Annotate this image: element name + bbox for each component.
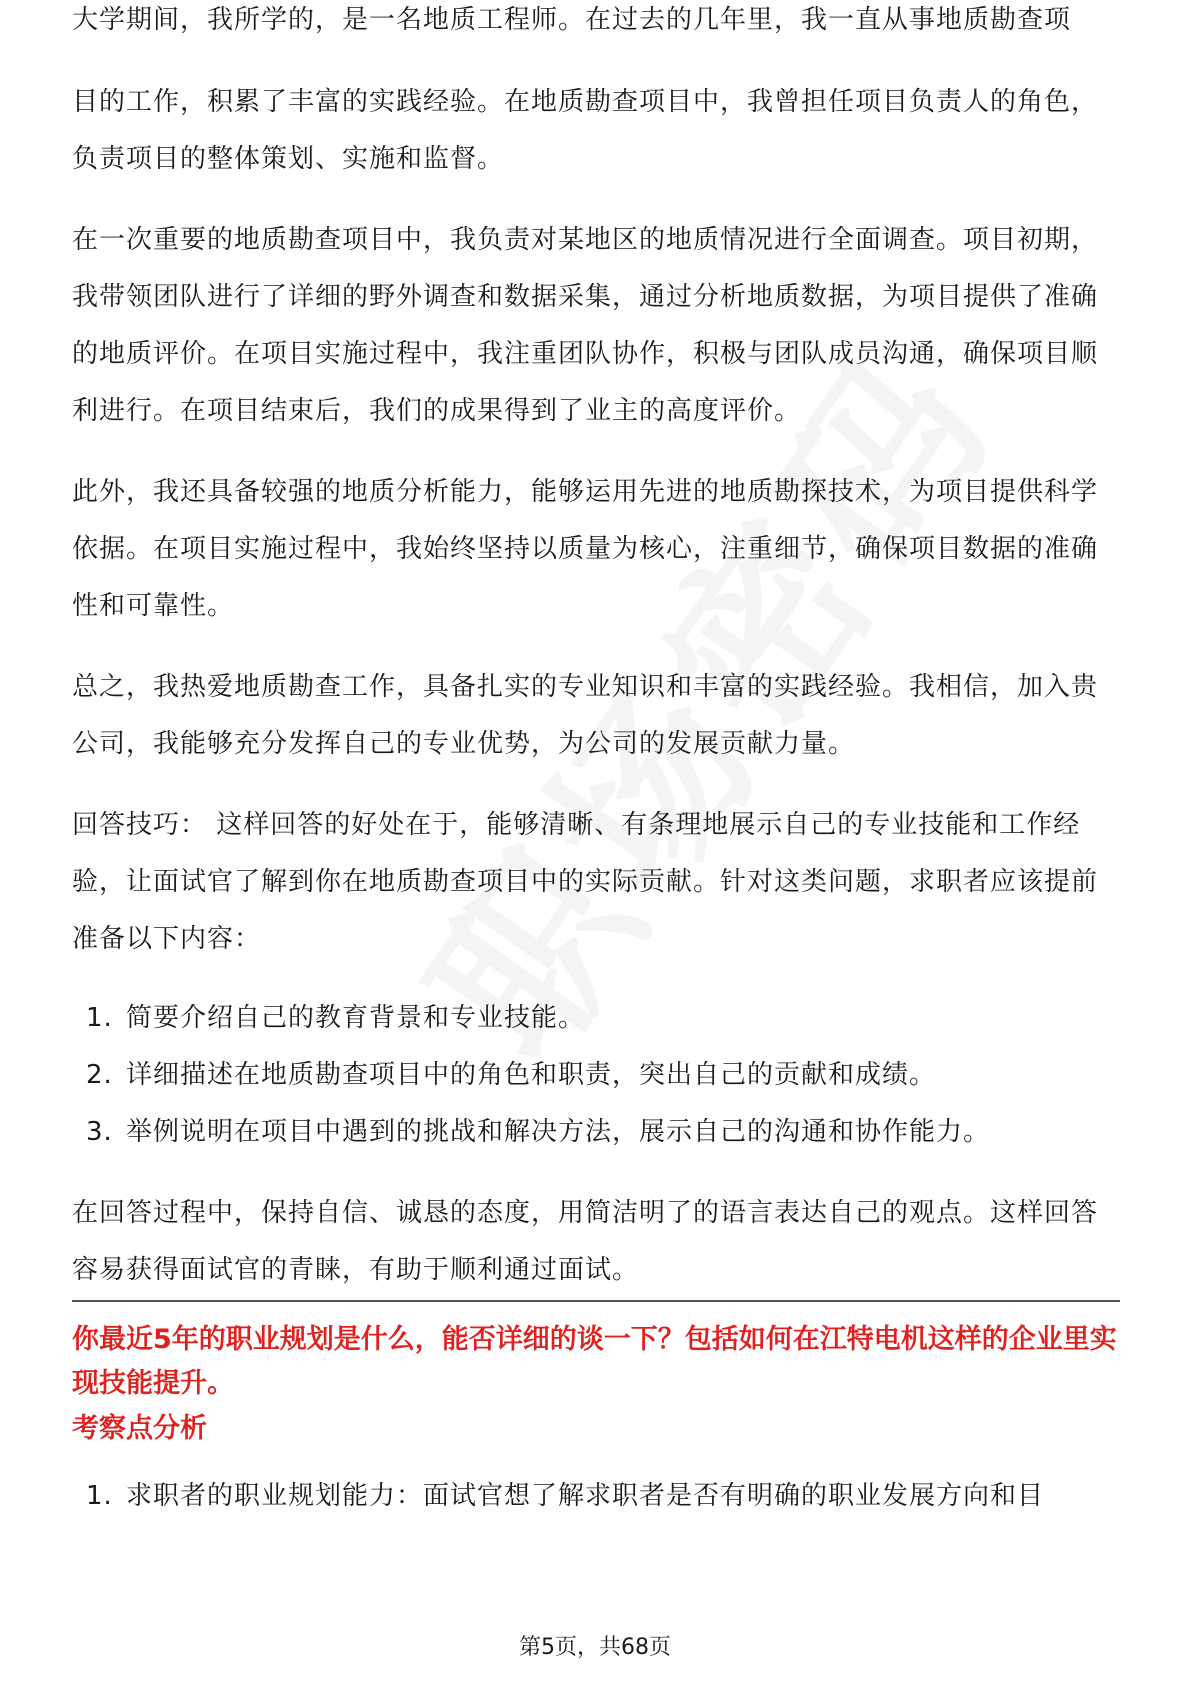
list-item [72, 1104, 1120, 1161]
analysis-list [72, 1468, 1120, 1525]
list-number: 1. [86, 1481, 113, 1511]
list-text: 举例说明在项目中遇到的挑战和解决方法，展示自己的沟通和协作能力。 [126, 1117, 991, 1147]
paragraph-2: 在一次重要的地质勘查项目中，我负责对某地区的地质情况进行全面调查。项目初期，我带领团队进行了详细的野外调查和数据采集，通过分析地质数据，为项目提供了准确的地质评价。在项目实施过程中，我注重团队协作，积极与团队成员沟通，确保项目顺利进行。在项目结束后，我们的成果得到了业主的高度评价。 [72, 225, 1099, 426]
list-text: 详细描述在地质勘查项目中的角色和职责，突出自己的贡献和成绩。 [126, 1060, 937, 1090]
list-number: 3. [86, 1117, 113, 1147]
paragraph-1: 目的工作，积累了丰富的实践经验。在地质勘查项目中，我曾担任项目负责人的角色，负责项目的整体策划、实施和监督。 [72, 87, 1099, 174]
analysis-heading: 考察点分析 [72, 1413, 207, 1444]
paragraph-3: 此外，我还具备较强的地质分析能力，能够运用先进的地质勘探技术，为项目提供科学依据。在项目实施过程中，我始终坚持以质量为核心，注重细节，确保项目数据的准确性和可靠性。 [72, 477, 1099, 621]
section-divider [72, 1300, 1120, 1302]
closing-paragraph: 在回答过程中，保持自信、诚恳的态度，用简洁明了的语言表达自己的观点。这样回答容易获得面试官的青睐，有助于顺利通过面试。 [72, 1198, 1099, 1285]
list-item [72, 990, 1120, 1047]
tips-list [72, 990, 1120, 1161]
cut-off-top-line [72, 5, 1120, 80]
answer-body [72, 74, 1120, 1299]
list-text: 求职者的职业规划能力：面试官想了解求职者是否有明确的职业发展方向和目 [126, 1481, 1045, 1511]
cut-off-top-text: 大学期间，我所学的，是一名地质工程师。在过去的几年里，我一直从事地质勘查项 [72, 5, 1072, 35]
list-item [72, 1468, 1120, 1525]
question-heading: 你最近5年的职业规划是什么，能否详细的谈一下？包括如何在江特电机这样的企业里实现技能提升。 [72, 1324, 1117, 1399]
list-item [72, 1047, 1120, 1104]
list-number: 1. [86, 1003, 113, 1033]
answer-tips-paragraph: 回答技巧： 这样回答的好处在于，能够清晰、有条理地展示自己的专业技能和工作经验，让面试官了解到你在地质勘查项目中的实际贡献。针对这类问题，求职者应该提前准备以下内容： [72, 810, 1099, 954]
list-number: 2. [86, 1060, 113, 1090]
page-number-footer: 第5页，共68页 [519, 1635, 671, 1660]
paragraph-4: 总之，我热爱地质勘查工作，具备扎实的专业知识和丰富的实践经验。我相信，加入贵公司，我能够充分发挥自己的专业优势，为公司的发展贡献力量。 [72, 672, 1099, 759]
list-text: 简要介绍自己的教育背景和专业技能。 [126, 1003, 586, 1033]
